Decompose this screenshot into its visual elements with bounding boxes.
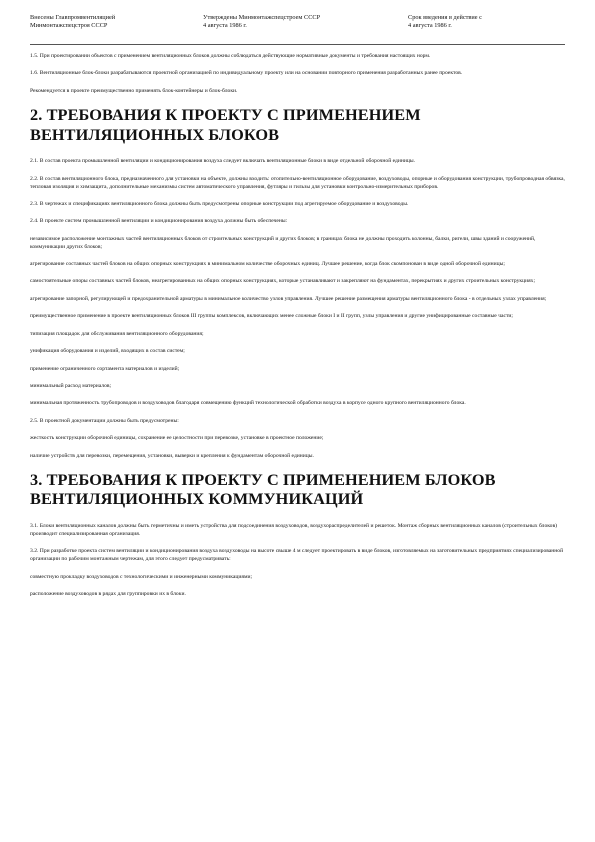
paragraph: минимальный расход материалов; (30, 382, 112, 389)
header-effective-date (408, 14, 565, 42)
paragraph: 3.2. При разработке проекта систем вентиляции и кондиционирования воздуха воздуховоды на высоте свыше 4 м следует проектировать в виде блоков, изготовляемых на заготовительных предприятиях специализированной организации по рабочим монтажным чертежам, для этого следует предусматривать: (30, 548, 564, 563)
paragraph: 2.1. В состав проекта промышленной вентиляции и кондиционирования воздуха следует включать вентиляционные блоки в виде отдельной оборочной единицы. (30, 158, 415, 165)
paragraph: 1.6. Вентиляционные блок-блоки разрабатываются проектной организацией по индивидуальному проекту или на основании повторного применения разработанных ранее проектов. (30, 70, 463, 77)
section-3-body (30, 523, 565, 599)
paragraph: 2.4. В проекте систем промышленной вентиляции и кондиционирования воздуха должны быть обеспечены: (30, 218, 288, 225)
header-line: 4 августа 1986 г. (408, 22, 452, 30)
section-3-heading: 3. ТРЕБОВАНИЯ К ПРОЕКТУ С ПРИМЕНЕНИЕМ БЛОКОВ ВЕНТИЛЯЦИОННЫХ КОММУНИКАЦИЙ (30, 469, 496, 509)
paragraph: жесткость конструкции оборочной единицы, сохранение ее целостности при перевозке, установке в проектное положение; (30, 435, 324, 442)
header-line: Утверждены Минмонтажспецстроем СССР (203, 14, 321, 21)
paragraph: 2.3. В чертежах и спецификациях вентиляционного блока должны быть предусмотрены опорные конструкции под агрегируемое оборудование и воздуховоды. (30, 200, 409, 207)
paragraph: преимущественное применение в проекте вентиляционных блоков III группы комплексов, включающих менее сложные блоки I и II групп, узлы управления и другие унифицированные составные части; (30, 313, 513, 320)
paragraph: минимальная протяженность трубопроводов и воздуховодов благодаря совмещению функций технологической обработки воздуха в корпусе одного крупного вентиляционного блока. (30, 400, 466, 407)
paragraph: 1.5. При проектировании объектов с применением вентиляционных блоков должны соблюдаться действующие нормативные документы и требования настоящих норм. (30, 53, 431, 59)
intro-block (30, 53, 565, 96)
header-divider (30, 44, 565, 45)
paragraph: применение ограниченного сортамента материалов и изделий; (30, 365, 180, 372)
header-line: Минмонтажспецстроя СССР (30, 22, 108, 30)
section-2-body (30, 158, 565, 460)
header-line: Внесены Главпромвентиляцией (30, 14, 116, 21)
paragraph: совместную прокладку воздуховодов с технологическими и инженерными коммуникациями; (30, 573, 253, 580)
paragraph: наличие устройств для перевозки, перемещения, установки, выверки и крепления к фундаментам оборочной единицы. (30, 452, 314, 459)
paragraph: самостоятельные опоры составных частей блоков, неагрегированных на общих опорных конструкциях, которые устанавливают и закрепляют на фундаментах, перекрытиях и других строительных конструкциях; (30, 278, 536, 285)
paragraph: унификация оборудования и изделий, входящих в состав систем; (30, 348, 185, 355)
document-header (30, 14, 565, 42)
paragraph: 3.1. Блоки вентиляционных каналов должны быть герметичны и иметь устройства для подсоединения воздуховодов, воздухораспределителей и решеток. Монтаж сборных вентиляционных каналов (строительных блоков) производит специализированная организация. (30, 522, 557, 537)
paragraph: агрегирование составных частей блоков на общих опорных конструкциях в минимальном количестве оборочных единиц. Лучшее решение, когда блок скомпонован в виде одной оборочной единицы; (30, 261, 505, 268)
header-line: Срок введения в действие с (408, 14, 482, 21)
section-2-heading: 2. ТРЕБОВАНИЯ К ПРОЕКТУ С ПРИМЕНЕНИЕМ ВЕНТИЛЯЦИОННЫХ БЛОКОВ (30, 105, 421, 144)
paragraph: расположение воздуховодов в рядах для группировки их в блоки. (30, 590, 186, 597)
paragraph: 2.5. В проектной документации должны быть предусмотрены: (30, 417, 179, 424)
header-line: 4 августа 1986 г. (203, 22, 247, 30)
paragraph: 2.2. В состав вентиляционного блока, предназначенного для установки на объекте, должны входить: отопительно-вентиляционное оборудование, воздуховоды, опорные и оборудования конструкции, трубопроводная обвязка, тепловая изоляция и химзащита, дополнительные механизмы систем автоматического управления, футляры и гильзы для установки контрольно-измерительных приборов. (30, 175, 565, 190)
header-submitted-by (30, 14, 203, 42)
paragraph: типизация площадок для обслуживания вентиляционного оборудования; (30, 330, 204, 337)
paragraph: независимое расположение монтажных частей вентиляционных блоков от строительных конструкций и других блоков; в границах блока не должны проходить колонны, балки, ригели, швы зданий и сооружений, коммуникации других блоков; (30, 235, 536, 250)
paragraph: Рекомендуется в проекте преимущественно применять блок-контейнеры и блок-блоки. (30, 87, 238, 94)
paragraph: агрегирование запорной, регулирующей и предохранительной арматуры в минимальное количество узлов управления. Лучшее решение размещения арматуры вентиляционного блока - в отдельных узлах управления; (30, 295, 547, 302)
header-approved-by (203, 14, 408, 42)
document-page (30, 0, 565, 842)
